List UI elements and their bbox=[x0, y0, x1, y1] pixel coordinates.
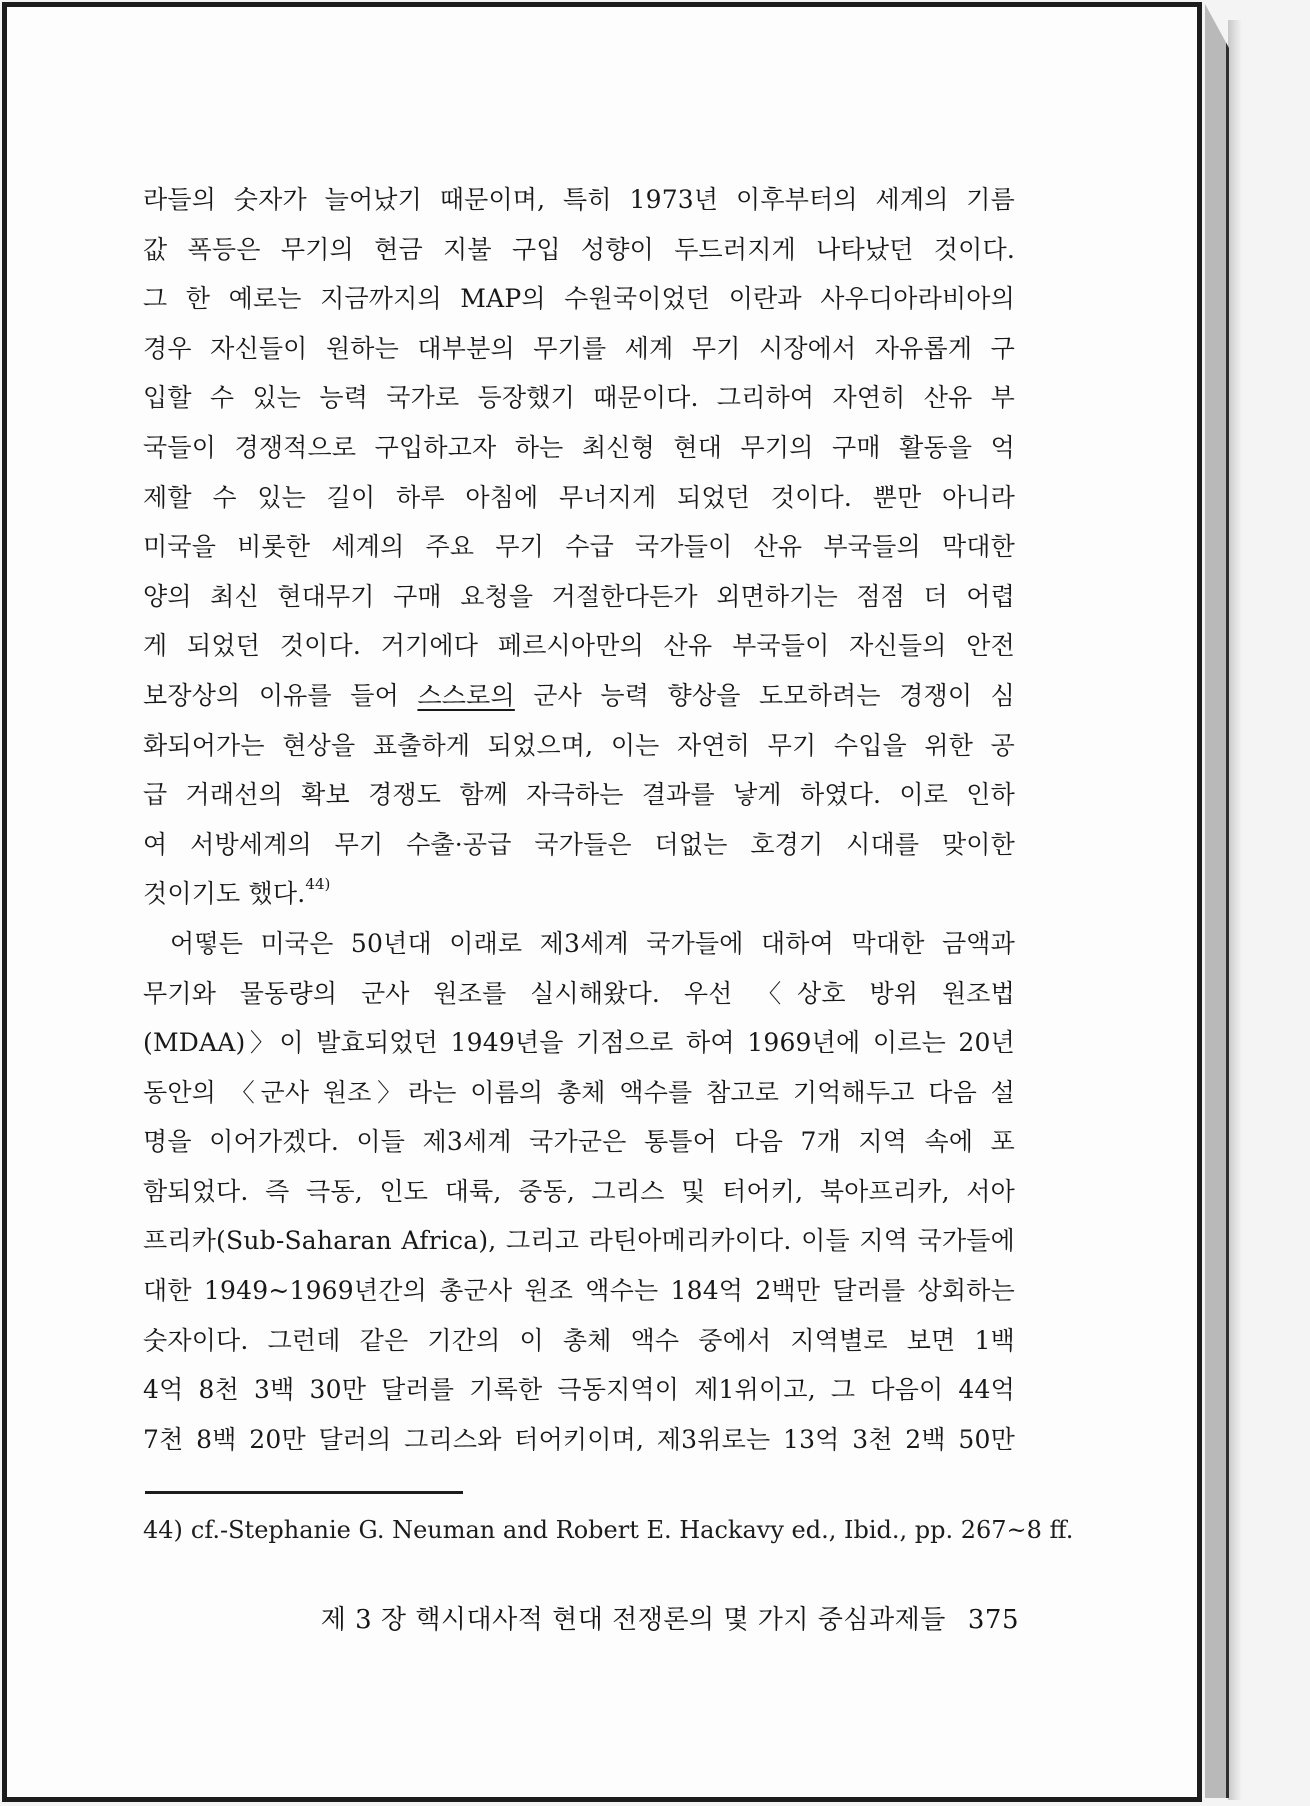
text-line: 여 서방세계의 무기 수출·공급 국가들은 더없는 호경기 시대를 맞이한 bbox=[143, 829, 1015, 859]
text-line: 경우 자신들이 원하는 대부분의 무기를 세계 무기 시장에서 자유롭게 구 bbox=[143, 333, 1015, 363]
text-line: 미국을 비롯한 세계의 주요 무기 수급 국가들이 산유 부국들의 막대한 bbox=[143, 532, 1015, 562]
footnote-text: cf.-Stephanie G. Neuman and Robert E. Hackavy ed., Ibid., pp. 267~8 ff. bbox=[190, 1516, 1074, 1544]
text-line bbox=[143, 671, 1015, 721]
text-line: 값 폭등은 무기의 현금 지불 구입 성향이 두드러지게 나타났던 것이다. bbox=[143, 234, 1015, 264]
text-line: 화되어가는 현상을 표출하게 되었으며, 이는 자연히 무기 수입을 위한 공 bbox=[143, 730, 1015, 760]
book-page-edge-strip bbox=[1205, 4, 1229, 1798]
text-line bbox=[143, 869, 1015, 919]
footnote-reference: 44) bbox=[305, 875, 331, 894]
text-line: 양의 최신 현대무기 구매 요청을 거절한다든가 외면하기는 점점 더 어렵 bbox=[143, 581, 1015, 611]
text-line: 함되었다. 즉 극동, 인도 대륙, 중동, 그리스 및 터어키, 북아프리카, 서아 bbox=[143, 1176, 1015, 1206]
text-line: 그 한 예로는 지금까지의 MAP의 수원국이었던 이란과 사우디아라비아의 bbox=[143, 284, 1015, 314]
chapter-title: 제 3 장 핵시대사적 현대 전쟁론의 몇 가지 중심과제들 bbox=[320, 1605, 946, 1635]
page-edge-shadow bbox=[1228, 20, 1242, 1800]
text-line: 숫자이다. 그런데 같은 기간의 이 총체 액수 중에서 지역별로 보면 1백 bbox=[143, 1325, 1015, 1355]
footnote bbox=[143, 1513, 1083, 1547]
text-line: 대한 1949~1969년간의 총군사 원조 액수는 184억 2백만 달러를 상회하는 bbox=[143, 1276, 1015, 1306]
text-line: 동안의 〈군사 원조〉라는 이름의 총체 액수를 참고로 기억해두고 다음 설 bbox=[143, 1077, 1015, 1107]
text-segment: 군사 능력 향상을 도모하려는 경쟁이 심 bbox=[514, 680, 1016, 710]
text-line: 라들의 숫자가 늘어났기 때문이며, 특히 1973년 이후부터의 세계의 기름 bbox=[143, 185, 1015, 214]
text-line: 프리카(Sub-Saharan Africa), 그리고 라틴아메리카이다. 이들 지역 국가들에 bbox=[143, 1226, 1015, 1256]
book-page bbox=[2, 2, 1202, 1802]
footnote-divider bbox=[145, 1491, 463, 1494]
text-segment: 것이기도 했다. bbox=[143, 879, 306, 909]
text-line: 제할 수 있는 길이 하루 아침에 무너지게 되었던 것이다. 뿐만 아니라 bbox=[143, 482, 1015, 512]
text-line: 국들이 경쟁적으로 구입하고자 하는 최신형 현대 무기의 구매 활동을 억 bbox=[143, 432, 1015, 462]
text-line: 게 되었던 것이다. 거기에다 페르시아만의 산유 부국들이 자신들의 안전 bbox=[143, 631, 1015, 661]
body-text bbox=[143, 175, 1015, 1464]
text-line: 무기와 물동량의 군사 원조를 실시해왔다. 우선 〈상호 방위 원조법 bbox=[143, 978, 1015, 1008]
footnote-number: 44) bbox=[143, 1516, 183, 1544]
underlined-phrase: 스스로의 bbox=[417, 680, 515, 710]
text-line: 명을 이어가겠다. 이들 제3세계 국가군은 통틀어 다음 7개 지역 속에 포 bbox=[143, 1127, 1015, 1157]
text-line: 입할 수 있는 능력 국가로 등장했기 때문이다. 그리하여 자연히 산유 부 bbox=[143, 383, 1015, 413]
text-line: 어떻든 미국은 50년대 이래로 제3세계 국가들에 대하여 막대한 금액과 bbox=[170, 928, 1015, 958]
text-line: (MDAA)〉이 발효되었던 1949년을 기점으로 하여 1969년에 이르는 20년 bbox=[143, 1028, 1015, 1058]
page-number: 375 bbox=[967, 1605, 1019, 1635]
text-line: 급 거래선의 확보 경쟁도 함께 자극하는 결과를 낳게 하였다. 이로 인하 bbox=[143, 780, 1015, 810]
page-footer bbox=[143, 1599, 1019, 1636]
text-segment: 보장상의 이유를 들어 bbox=[143, 680, 418, 710]
text-line: 4억 8천 3백 30만 달러를 기록한 극동지역이 제1위이고, 그 다음이 44억 bbox=[143, 1375, 1015, 1405]
text-line: 7천 8백 20만 달러의 그리스와 터어키이며, 제3위로는 13억 3천 2백 50만 bbox=[143, 1424, 1015, 1454]
